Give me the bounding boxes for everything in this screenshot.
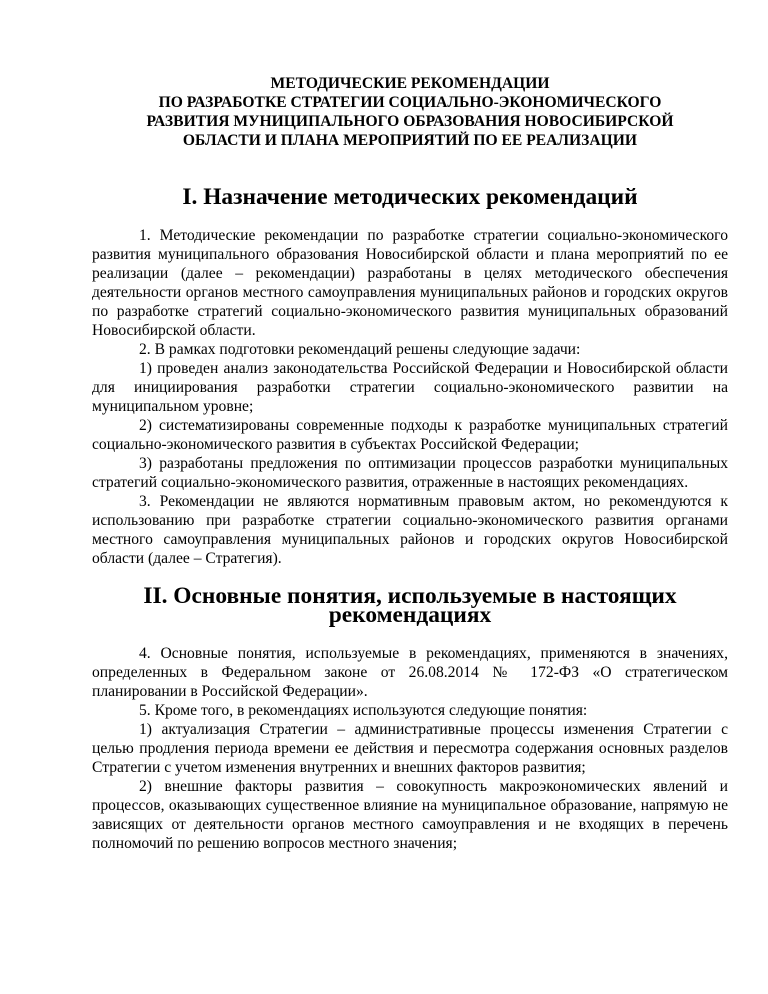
paragraph: 5. Кроме того, в рекомендациях используются следующие понятия: xyxy=(139,702,588,719)
section-heading-1: I. Назначение методических рекомендаций xyxy=(182,184,638,210)
title-line: РАЗВИТИЯ МУНИЦИПАЛЬНОГО ОБРАЗОВАНИЯ НОВОСИБИРСКОЙ xyxy=(146,113,674,130)
paragraph: 4. Основные понятия, используемые в рекомендациях, применяются в значениях, определенных в Федеральном законе от 26.08.2014 № 172-ФЗ «О стратегическом планировании в Российской Федерации». xyxy=(92,645,728,700)
paragraph: 3. Рекомендации не являются нормативным правовым актом, но рекомендуются к использованию при разработке стратегии социально-экономического развития органами местного самоуправления муниципальных районов и городских округов Новосибирской области (далее – Стратегия). xyxy=(92,493,728,567)
section-heading-2: II. Основные понятия, используемые в настоящих рекомендациях xyxy=(143,583,677,628)
paragraph: 1. Методические рекомендации по разработке стратегии социально-экономического развития муниципального образования Новосибирской области и плана мероприятий по ее реализации (далее – рекомендации) разработаны в целях методического обеспечения деятельности органов местного самоуправления муниципальных районов и городских округов по разработке стратегий социально-экономического развития муниципальных образований Новосибирской области. xyxy=(92,227,728,339)
paragraph: 1) актуализация Стратегии – административные процессы изменения Стратегии с целью продления периода времени ее действия и пересмотра содержания основных разделов Стратегии с учетом изменения внутренних и внешних факторов развития; xyxy=(92,721,728,776)
document-page xyxy=(92,60,728,853)
paragraph: 2) систематизированы современные подходы к разработке муниципальных стратегий социально-экономического развития в субъектах Российской Федерации; xyxy=(92,417,728,453)
paragraph: 3) разработаны предложения по оптимизации процессов разработки муниципальных стратегий социально-экономического развития, отраженные в настоящих рекомендациях. xyxy=(92,455,728,491)
title-line: ОБЛАСТИ И ПЛАНА МЕРОПРИЯТИЙ ПО ЕЕ РЕАЛИЗАЦИИ xyxy=(182,132,638,149)
paragraph: 1) проведен анализ законодательства Российской Федерации и Новосибирской области для инициирования разработки стратегии социально-экономического развитии на муниципальном уровне; xyxy=(92,360,728,415)
document-title xyxy=(92,60,728,150)
paragraph: 2. В рамках подготовки рекомендаций решены следующие задачи: xyxy=(139,341,581,358)
title-line: ПО РАЗРАБОТКЕ СТРАТЕГИИ СОЦИАЛЬНО-ЭКОНОМИЧЕСКОГО xyxy=(158,94,662,111)
paragraph: 2) внешние факторы развития – совокупность макроэкономических явлений и процессов, оказывающих существенное влияние на муниципальное образование, напрямую не зависящих от деятельности органов местного самоуправления и не входящих в перечень полномочий по решению вопросов местного значения; xyxy=(92,778,728,852)
title-line: МЕТОДИЧЕСКИЕ РЕКОМЕНДАЦИИ xyxy=(270,75,550,92)
